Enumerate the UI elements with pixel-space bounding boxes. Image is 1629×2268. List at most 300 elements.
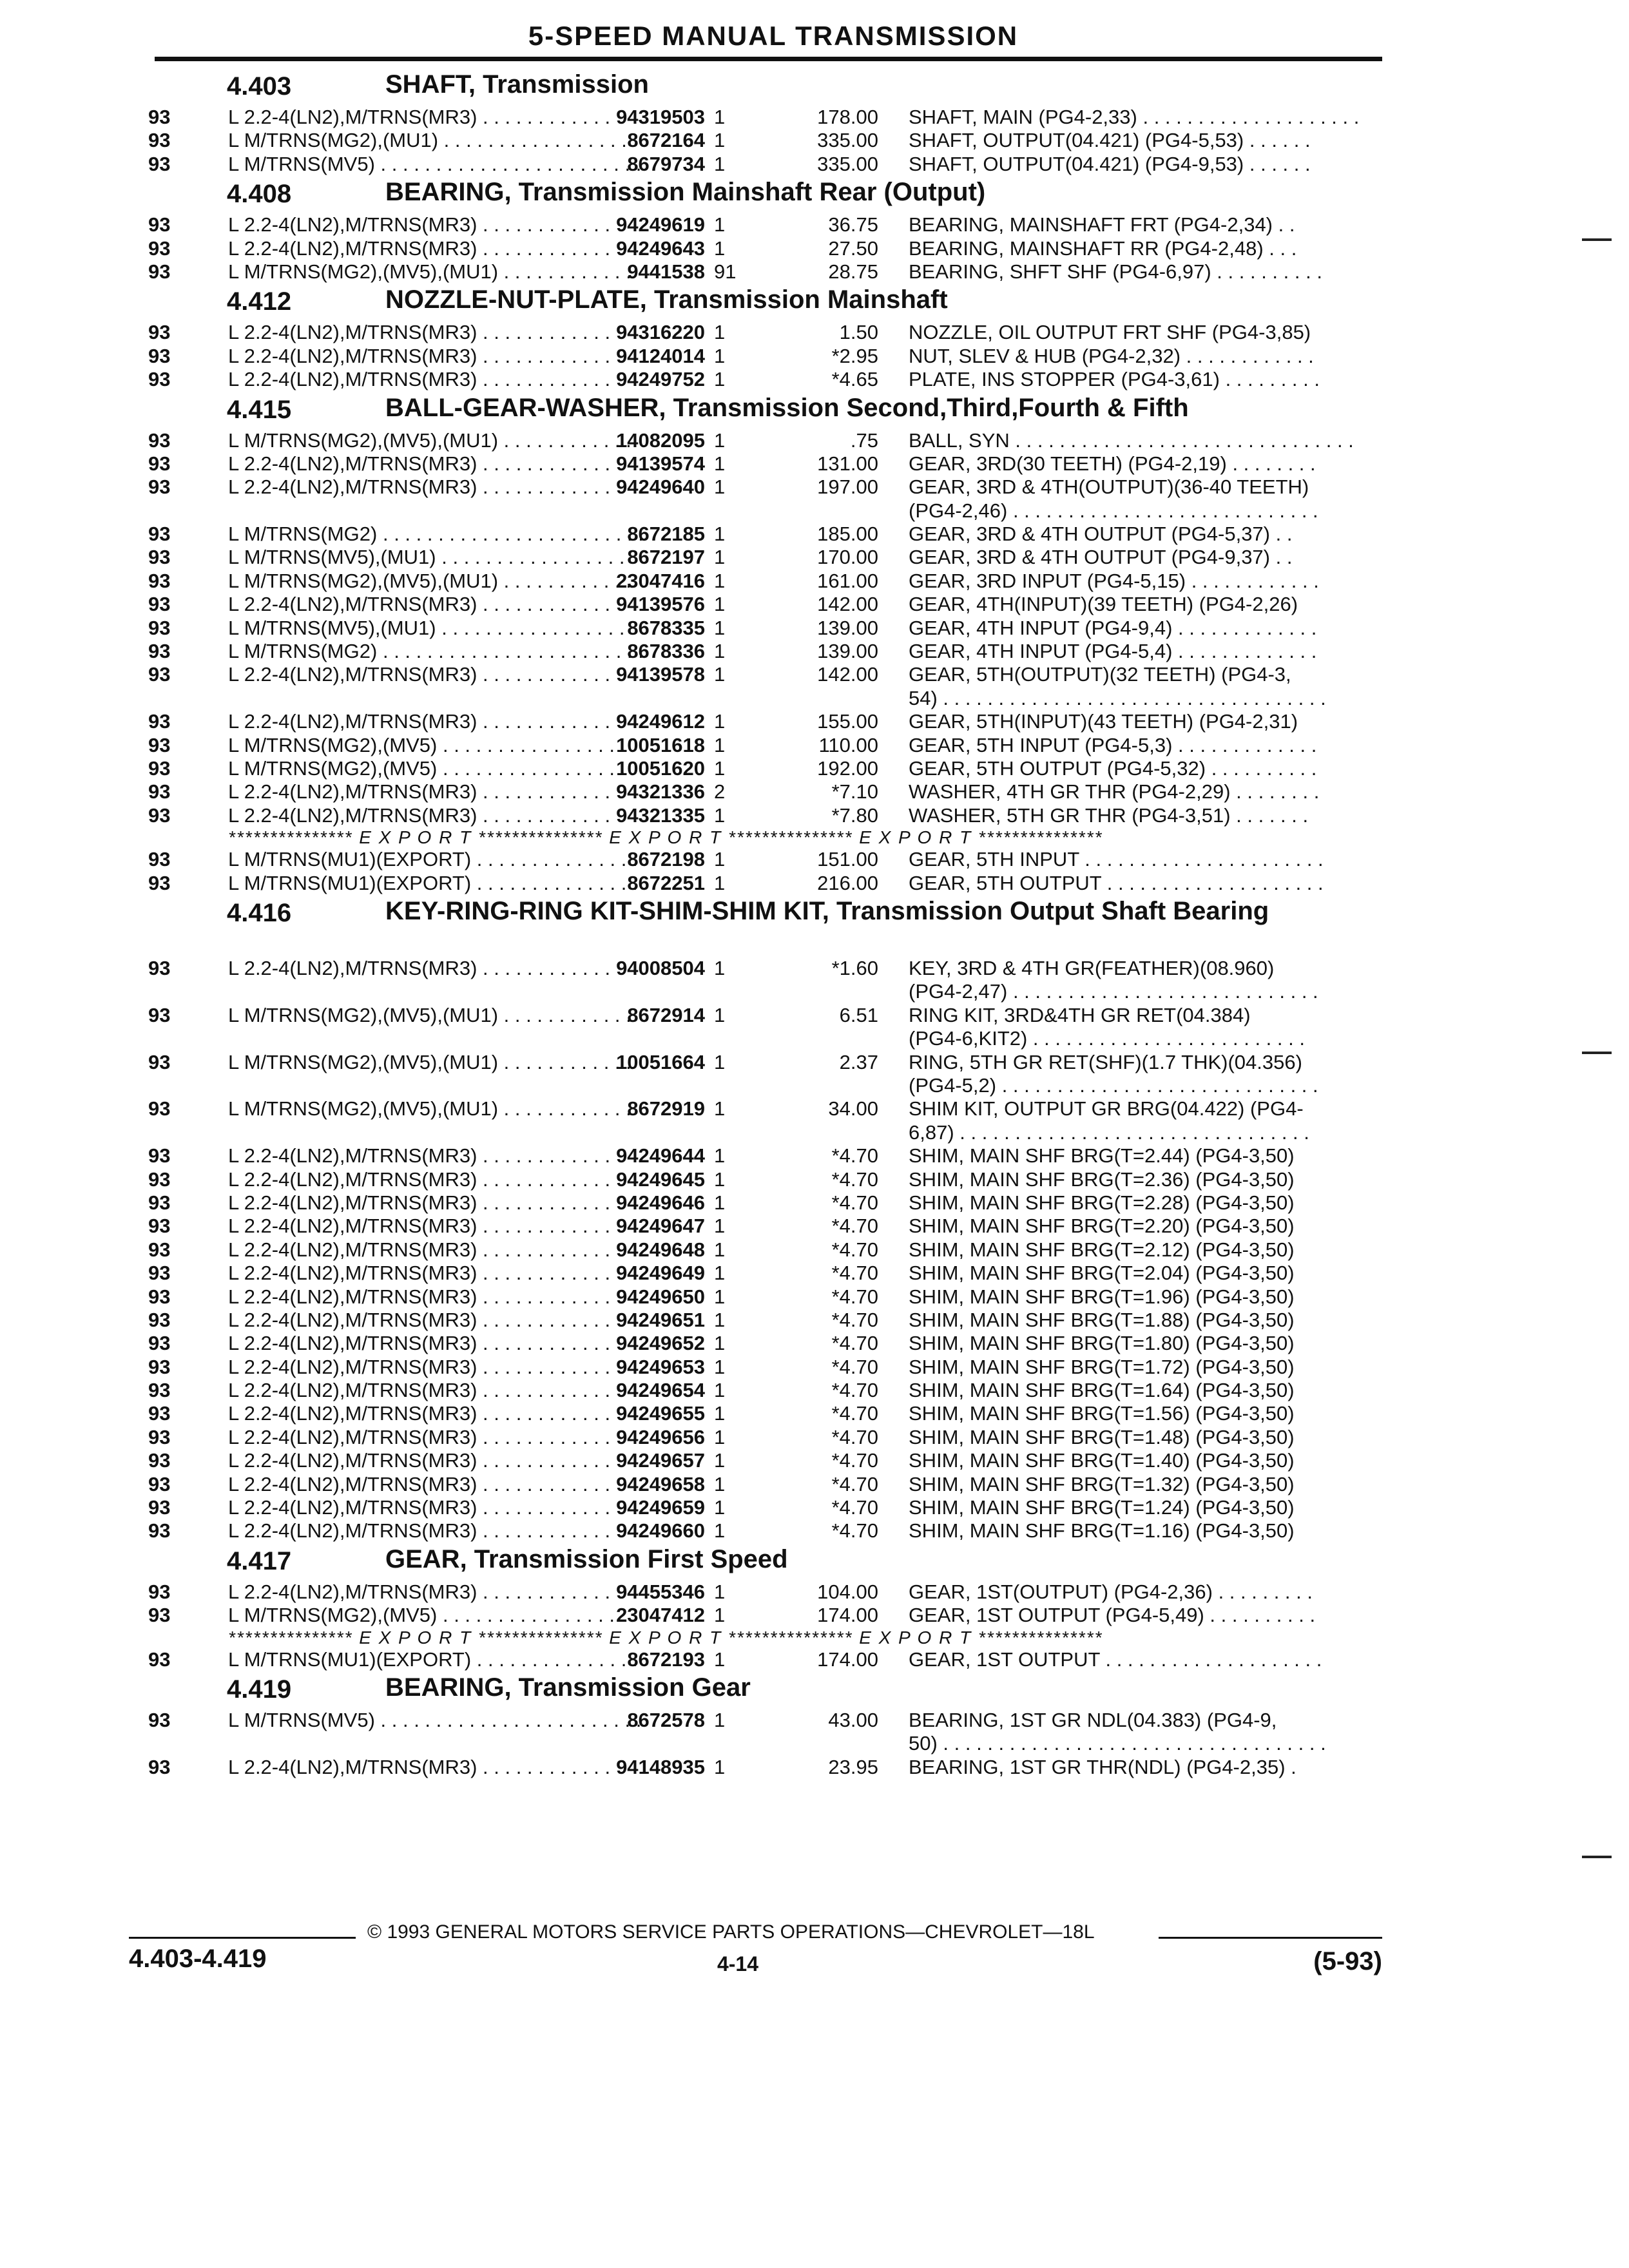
description: BEARING, MAINSHAFT FRT (PG4-2,34) . . [909, 213, 1295, 236]
part-row [0, 1379, 1629, 1402]
model-year: 93 [148, 236, 171, 260]
quantity: 1 [714, 757, 726, 780]
price: 43.00 [828, 1708, 878, 1731]
price: *7.10 [831, 780, 878, 803]
part-row [0, 1309, 1629, 1332]
part-number: 94249645 [616, 1168, 705, 1191]
description: GEAR, 1ST(OUTPUT) (PG4-2,36) . . . . . . . . . [909, 1580, 1313, 1603]
application: L 2.2-4(LN2),M/TRNS(MR3) . . . . . . . . . . . . [228, 1285, 611, 1308]
quantity: 1 [714, 1708, 726, 1731]
application: L M/TRNS(MG2),(MU1) . . . . . . . . . . . . . . . . . [228, 129, 627, 152]
part-row [0, 804, 1629, 827]
section-title: BEARING, Transmission Mainshaft Rear (Output) [385, 178, 986, 207]
price: 174.00 [817, 1648, 878, 1671]
part-number: 8672578 [627, 1708, 705, 1731]
part-number: 94249649 [616, 1262, 705, 1285]
model-year: 93 [148, 523, 171, 546]
description: (PG4-2,47) . . . . . . . . . . . . . . . . . . . . . . . . . . . . [909, 980, 1318, 1003]
model-year: 93 [148, 129, 171, 152]
price: 151.00 [817, 848, 878, 871]
price: *4.70 [831, 1238, 878, 1261]
quantity: 1 [714, 1050, 726, 1073]
application: L 2.2-4(LN2),M/TRNS(MR3) . . . . . . . . . . . . [228, 236, 611, 260]
application: L 2.2-4(LN2),M/TRNS(MR3) . . . . . . . . . . . . [228, 1332, 611, 1355]
price: 34.00 [828, 1097, 878, 1120]
price: 28.75 [828, 260, 878, 283]
part-number: 94455346 [616, 1580, 705, 1603]
part-row [0, 1238, 1629, 1262]
price: 139.00 [817, 640, 878, 663]
part-number: 94148935 [616, 1755, 705, 1778]
model-year: 93 [148, 152, 171, 175]
quantity: 1 [714, 640, 726, 663]
application: L 2.2-4(LN2),M/TRNS(MR3) . . . . . . . . . . . . [228, 1238, 611, 1261]
application: L M/TRNS(MV5) . . . . . . . . . . . . . . . . . . . . . . . . [228, 152, 642, 175]
quantity: 1 [714, 1402, 726, 1425]
application: L 2.2-4(LN2),M/TRNS(MR3) . . . . . . . . . . . . [228, 593, 611, 616]
model-year: 93 [148, 1425, 171, 1448]
section-number: 4.408 [227, 180, 292, 209]
part-number: 94249752 [616, 368, 705, 391]
price: .75 [850, 428, 878, 452]
part-row [0, 260, 1629, 284]
price: *4.70 [831, 1308, 878, 1331]
price: 2.37 [839, 1050, 878, 1073]
description: SHIM, MAIN SHF BRG(T=1.24) (PG4-3,50) [909, 1496, 1295, 1519]
price: *2.95 [831, 344, 878, 367]
quantity: 1 [714, 1472, 726, 1495]
part-row [0, 237, 1629, 260]
quantity: 1 [714, 236, 726, 260]
section-title: KEY-RING-RING KIT-SHIM-SHIM KIT, Transmission Output Shaft Bearing [385, 896, 1269, 925]
part-number: 94139574 [616, 452, 705, 475]
part-number: 94139578 [616, 663, 705, 686]
model-year: 93 [148, 803, 171, 827]
description: GEAR, 5TH(OUTPUT)(32 TEETH) (PG4-3, [909, 663, 1291, 686]
part-number: 94249612 [616, 710, 705, 733]
model-year: 93 [148, 452, 171, 475]
model-year: 93 [148, 1285, 171, 1308]
part-row [0, 1285, 1629, 1309]
price: 216.00 [817, 871, 878, 894]
model-year: 93 [148, 106, 171, 128]
header-rule [155, 57, 1382, 61]
application: L M/TRNS(MG2),(MV5),(MU1) . . . . . . . . . . . . [228, 1097, 631, 1120]
quantity: 1 [714, 663, 726, 686]
price: 139.00 [817, 616, 878, 639]
part-number: 8672185 [627, 523, 705, 546]
part-row [0, 213, 1629, 236]
part-number: 94249658 [616, 1472, 705, 1495]
footer-rule [1159, 1937, 1382, 1939]
application: L 2.2-4(LN2),M/TRNS(MR3) . . . . . . . . . . . . [228, 956, 611, 979]
part-row [0, 757, 1629, 780]
price: *4.70 [831, 1472, 878, 1495]
part-number: 23047412 [616, 1604, 705, 1627]
quantity: 1 [714, 1285, 726, 1308]
part-number: 94249647 [616, 1215, 705, 1238]
model-year: 93 [148, 476, 171, 499]
application: L M/TRNS(MG2),(MV5),(MU1) . . . . . . . . . . . . [228, 1050, 631, 1073]
section-title: BEARING, Transmission Gear [385, 1673, 751, 1702]
section-title: GEAR, Transmission First Speed [385, 1544, 788, 1573]
quantity: 1 [714, 710, 726, 733]
part-row [0, 1756, 1629, 1779]
application: L M/TRNS(MG2),(MV5) . . . . . . . . . . . . . . . . . [228, 733, 626, 756]
quantity: 1 [714, 569, 726, 592]
part-number: 8672197 [627, 546, 705, 569]
section-heading [0, 176, 1629, 213]
section-number: 4.419 [227, 1675, 292, 1704]
application: L 2.2-4(LN2),M/TRNS(MR3) . . . . . . . . . . . . [228, 1580, 611, 1603]
part-row [0, 1191, 1629, 1215]
quantity: 1 [714, 1379, 726, 1402]
application: L 2.2-4(LN2),M/TRNS(MR3) . . . . . . . . . . . . [228, 1519, 611, 1542]
part-number: 94249657 [616, 1449, 705, 1472]
section-number: 4.415 [227, 395, 292, 424]
margin-mark [1582, 238, 1612, 241]
part-row [0, 153, 1629, 176]
application: L 2.2-4(LN2),M/TRNS(MR3) . . . . . . . . . . . . [228, 476, 611, 499]
application: L 2.2-4(LN2),M/TRNS(MR3) . . . . . . . . . . . . [228, 1215, 611, 1238]
application: L 2.2-4(LN2),M/TRNS(MR3) . . . . . . . . . . . . [228, 452, 611, 475]
part-row [0, 1402, 1629, 1425]
model-year: 93 [148, 1496, 171, 1519]
model-year: 93 [148, 1355, 171, 1378]
description: SHIM, MAIN SHF BRG(T=1.80) (PG4-3,50) [909, 1332, 1295, 1355]
quantity: 1 [714, 1648, 726, 1671]
part-row [0, 1581, 1629, 1604]
description: SHAFT, OUTPUT(04.421) (PG4-5,53) . . . . . . [909, 129, 1311, 152]
part-number: 10051618 [616, 733, 705, 756]
description: SHIM, MAIN SHF BRG(T=1.16) (PG4-3,50) [909, 1519, 1295, 1542]
model-year: 93 [148, 1215, 171, 1238]
application: L M/TRNS(MU1)(EXPORT) . . . . . . . . . . . . . . . [228, 871, 638, 894]
model-year: 93 [148, 1449, 171, 1472]
quantity: 1 [714, 871, 726, 894]
part-row [0, 734, 1629, 757]
model-year: 93 [148, 663, 171, 686]
part-number: 8678335 [627, 616, 705, 639]
model-year: 93 [148, 1050, 171, 1073]
price: *4.70 [831, 1496, 878, 1519]
part-number: 94008504 [616, 956, 705, 979]
model-year: 93 [148, 710, 171, 733]
price: *4.70 [831, 1425, 878, 1448]
price: *4.70 [831, 1449, 878, 1472]
part-number: 94321335 [616, 803, 705, 827]
quantity: 1 [714, 152, 726, 175]
part-row [0, 106, 1629, 129]
price: 178.00 [817, 106, 878, 128]
part-row [0, 452, 1629, 476]
application: L 2.2-4(LN2),M/TRNS(MR3) . . . . . . . . . . . . [228, 1168, 611, 1191]
page-title: 5-SPEED MANUAL TRANSMISSION [528, 21, 1019, 51]
description: (PG4-5,2) . . . . . . . . . . . . . . . . . . . . . . . . . . . . . [909, 1073, 1318, 1097]
price: 335.00 [817, 129, 878, 152]
part-row [0, 1332, 1629, 1355]
application: L M/TRNS(MG2),(MV5),(MU1) . . . . . . . . . . . . [228, 569, 631, 592]
description: SHIM, MAIN SHF BRG(T=1.48) (PG4-3,50) [909, 1425, 1295, 1448]
description: NOZZLE, OIL OUTPUT FRT SHF (PG4-3,85) [909, 321, 1311, 344]
application: L M/TRNS(MG2) . . . . . . . . . . . . . . . . . . . . . . . . [228, 640, 644, 663]
model-year: 93 [148, 1238, 171, 1261]
price: *4.70 [831, 1144, 878, 1168]
section-heading [0, 392, 1629, 429]
quantity: 1 [714, 803, 726, 827]
description: (PG4-6,KIT2) . . . . . . . . . . . . . . . . . . . . . . . . . [909, 1027, 1305, 1050]
quantity: 1 [714, 1496, 726, 1519]
description: WASHER, 4TH GR THR (PG4-2,29) . . . . . . . . [909, 780, 1320, 803]
part-row [0, 1709, 1629, 1756]
model-year: 93 [148, 780, 171, 803]
quantity: 1 [714, 1308, 726, 1331]
quantity: 1 [714, 1425, 726, 1448]
description: 6,87) . . . . . . . . . . . . . . . . . . . . . . . . . . . . . . . . [909, 1120, 1309, 1144]
quantity: 1 [714, 1144, 726, 1168]
application: L M/TRNS(MV5),(MU1) . . . . . . . . . . . . . . . . . [228, 616, 625, 639]
price: 6.51 [839, 1003, 878, 1026]
part-row [0, 1051, 1629, 1098]
application: L 2.2-4(LN2),M/TRNS(MR3) . . . . . . . . . . . . [228, 663, 611, 686]
model-year: 93 [148, 1519, 171, 1542]
quantity: 1 [714, 1449, 726, 1472]
application: L M/TRNS(MV5) . . . . . . . . . . . . . . . . . . . . . . . . [228, 1708, 642, 1731]
price: 335.00 [817, 152, 878, 175]
section-heading [0, 895, 1629, 957]
price: *4.70 [831, 1519, 878, 1542]
description: RING KIT, 3RD&4TH GR RET(04.384) [909, 1003, 1251, 1026]
part-number: 94249652 [616, 1332, 705, 1355]
application: L M/TRNS(MG2),(MV5) . . . . . . . . . . . . . . . . . [228, 1604, 626, 1627]
application: L 2.2-4(LN2),M/TRNS(MR3) . . . . . . . . . . . . [228, 1144, 611, 1168]
price: 110.00 [818, 733, 878, 756]
part-row [0, 663, 1629, 710]
description: GEAR, 1ST OUTPUT (PG4-5,49) . . . . . . . . . . [909, 1604, 1316, 1627]
quantity: 1 [714, 1262, 726, 1285]
model-year: 93 [148, 1191, 171, 1214]
description: SHIM, MAIN SHF BRG(T=1.40) (PG4-3,50) [909, 1449, 1295, 1472]
description: GEAR, 3RD & 4TH(OUTPUT)(36-40 TEETH) [909, 476, 1309, 499]
description: GEAR, 5TH INPUT (PG4-5,3) . . . . . . . . . . . . . [909, 733, 1317, 756]
price: *4.70 [831, 1215, 878, 1238]
description: GEAR, 5TH(INPUT)(43 TEETH) (PG4-2,31) [909, 710, 1298, 733]
price: 23.95 [828, 1755, 878, 1778]
description: (PG4-2,46) . . . . . . . . . . . . . . . . . . . . . . . . . . . . [909, 499, 1318, 522]
quantity: 1 [714, 733, 726, 756]
description: GEAR, 3RD & 4TH OUTPUT (PG4-5,37) . . [909, 523, 1293, 546]
quantity: 1 [714, 1168, 726, 1191]
section-heading [0, 284, 1629, 321]
part-number: 94321336 [616, 780, 705, 803]
section-number: 4.417 [227, 1546, 292, 1575]
description: SHIM, MAIN SHF BRG(T=1.56) (PG4-3,50) [909, 1402, 1295, 1425]
model-year: 93 [148, 871, 171, 894]
quantity: 1 [714, 344, 726, 367]
description: GEAR, 5TH OUTPUT (PG4-5,32) . . . . . . . . . . [909, 757, 1317, 780]
application: L 2.2-4(LN2),M/TRNS(MR3) . . . . . . . . . . . . [228, 213, 611, 236]
price: *4.70 [831, 1379, 878, 1402]
part-row [0, 429, 1629, 452]
part-row [0, 1426, 1629, 1449]
application: L 2.2-4(LN2),M/TRNS(MR3) . . . . . . . . . . . . [228, 1425, 611, 1448]
description: GEAR, 3RD INPUT (PG4-5,15) . . . . . . . . . . . . [909, 569, 1319, 592]
quantity: 1 [714, 368, 726, 391]
part-row [0, 780, 1629, 803]
part-row [0, 1356, 1629, 1379]
description: SHIM KIT, OUTPUT GR BRG(04.422) (PG4- [909, 1097, 1304, 1120]
quantity: 1 [714, 1215, 726, 1238]
quantity: 1 [714, 129, 726, 152]
application: L 2.2-4(LN2),M/TRNS(MR3) . . . . . . . . . . . . [228, 710, 611, 733]
model-year: 93 [148, 1402, 171, 1425]
description: SHAFT, MAIN (PG4-2,33) . . . . . . . . . . . . . . . . . . . . [909, 106, 1360, 128]
quantity: 1 [714, 106, 726, 128]
price: *4.70 [831, 1168, 878, 1191]
quantity: 1 [714, 1191, 726, 1214]
part-number: 94249655 [616, 1402, 705, 1425]
model-year: 93 [148, 593, 171, 616]
application: L 2.2-4(LN2),M/TRNS(MR3) . . . . . . . . . . . . [228, 1755, 611, 1778]
application: L 2.2-4(LN2),M/TRNS(MR3) . . . . . . . . . . . . [228, 1308, 611, 1331]
part-row [0, 523, 1629, 546]
application: L 2.2-4(LN2),M/TRNS(MR3) . . . . . . . . . . . . [228, 803, 611, 827]
section-title: BALL-GEAR-WASHER, Transmission Second,Third,Fourth & Fifth [385, 393, 1189, 422]
part-number: 94249660 [616, 1519, 705, 1542]
description: SHIM, MAIN SHF BRG(T=2.12) (PG4-3,50) [909, 1238, 1295, 1261]
description: SHIM, MAIN SHF BRG(T=2.36) (PG4-3,50) [909, 1168, 1295, 1191]
part-number: 94316220 [616, 321, 705, 344]
description: SHIM, MAIN SHF BRG(T=1.96) (PG4-3,50) [909, 1285, 1295, 1308]
part-number: 8672919 [627, 1097, 705, 1120]
part-row [0, 1262, 1629, 1285]
model-year: 93 [148, 368, 171, 391]
description: GEAR, 3RD & 4TH OUTPUT (PG4-9,37) . . [909, 546, 1293, 569]
price: 197.00 [817, 476, 878, 499]
part-row [0, 129, 1629, 152]
price: 27.50 [828, 236, 878, 260]
description: BEARING, 1ST GR THR(NDL) (PG4-2,35) . [909, 1755, 1296, 1778]
quantity: 1 [714, 616, 726, 639]
part-number: 8672164 [627, 129, 705, 152]
description: WASHER, 5TH GR THR (PG4-3,51) . . . . . . . [909, 803, 1309, 827]
model-year: 93 [148, 1097, 171, 1120]
application: L M/TRNS(MG2),(MV5),(MU1) . . . . . . . . . . . . [228, 1003, 631, 1026]
price: *1.60 [831, 956, 878, 979]
model-year: 93 [148, 546, 171, 569]
export-divider: *************** E X P O R T *************** E X P O R T *************** E X P O R T *************** [228, 1627, 1103, 1648]
application: L 2.2-4(LN2),M/TRNS(MR3) . . . . . . . . . . . . [228, 1472, 611, 1495]
quantity: 1 [714, 476, 726, 499]
part-number: 94249656 [616, 1425, 705, 1448]
part-number: 9441538 [627, 260, 705, 283]
description: 50) . . . . . . . . . . . . . . . . . . . . . . . . . . . . . . . . . . . [909, 1732, 1326, 1755]
quantity: 1 [714, 546, 726, 569]
part-row [0, 1097, 1629, 1144]
price: 131.00 [817, 452, 878, 475]
description: GEAR, 4TH INPUT (PG4-9,4) . . . . . . . . . . . . . [909, 616, 1317, 639]
application: L 2.2-4(LN2),M/TRNS(MR3) . . . . . . . . . . . . [228, 1496, 611, 1519]
part-row [0, 345, 1629, 368]
model-year: 93 [148, 956, 171, 979]
application: L 2.2-4(LN2),M/TRNS(MR3) . . . . . . . . . . . . [228, 344, 611, 367]
part-row [0, 1496, 1629, 1519]
part-number: 94249640 [616, 476, 705, 499]
application: L M/TRNS(MG2),(MV5),(MU1) . . . . . . . . . . . . [228, 428, 631, 452]
application: L M/TRNS(MU1)(EXPORT) . . . . . . . . . . . . . . . [228, 848, 638, 871]
description: GEAR, 3RD(30 TEETH) (PG4-2,19) . . . . . . . . [909, 452, 1316, 475]
part-number: 94249644 [616, 1144, 705, 1168]
description: BEARING, 1ST GR NDL(04.383) (PG4-9, [909, 1708, 1277, 1731]
description: RING, 5TH GR RET(SHF)(1.7 THK)(04.356) [909, 1050, 1302, 1073]
application: L 2.2-4(LN2),M/TRNS(MR3) . . . . . . . . . . . . [228, 1191, 611, 1214]
part-number: 94249651 [616, 1308, 705, 1331]
description: BEARING, MAINSHAFT RR (PG4-2,48) . . . [909, 236, 1297, 260]
model-year: 93 [148, 1472, 171, 1495]
part-number: 94139576 [616, 593, 705, 616]
description: SHIM, MAIN SHF BRG(T=1.72) (PG4-3,50) [909, 1355, 1295, 1378]
description: GEAR, 5TH OUTPUT . . . . . . . . . . . . . . . . . . . . [909, 871, 1324, 894]
part-number: 94124014 [616, 344, 705, 367]
price: 1.50 [839, 321, 878, 344]
application: L 2.2-4(LN2),M/TRNS(MR3) . . . . . . . . . . . . [228, 1262, 611, 1285]
price: *4.70 [831, 1191, 878, 1214]
description: SHIM, MAIN SHF BRG(T=1.64) (PG4-3,50) [909, 1379, 1295, 1402]
price: 174.00 [817, 1604, 878, 1627]
price: 170.00 [817, 546, 878, 569]
price: 142.00 [817, 663, 878, 686]
part-number: 94249643 [616, 236, 705, 260]
part-number: 8672193 [627, 1648, 705, 1671]
part-number: 94249646 [616, 1191, 705, 1214]
part-number: 94249654 [616, 1379, 705, 1402]
description: SHIM, MAIN SHF BRG(T=2.44) (PG4-3,50) [909, 1144, 1295, 1168]
description: PLATE, INS STOPPER (PG4-3,61) . . . . . . . . . [909, 368, 1320, 391]
part-row [0, 1604, 1629, 1627]
description: BALL, SYN . . . . . . . . . . . . . . . . . . . . . . . . . . . . . . . [909, 428, 1354, 452]
application: L 2.2-4(LN2),M/TRNS(MR3) . . . . . . . . . . . . [228, 780, 611, 803]
application: L M/TRNS(MG2),(MV5) . . . . . . . . . . . . . . . . . [228, 757, 626, 780]
part-row [0, 321, 1629, 344]
part-row [0, 368, 1629, 391]
quantity: 1 [714, 1003, 726, 1026]
price: *4.70 [831, 1355, 878, 1378]
model-year: 93 [148, 1003, 171, 1026]
quantity: 1 [714, 321, 726, 344]
quantity: 1 [714, 452, 726, 475]
application: L M/TRNS(MV5),(MU1) . . . . . . . . . . . . . . . . . [228, 546, 625, 569]
model-year: 93 [148, 1168, 171, 1191]
model-year: 93 [148, 1755, 171, 1778]
footer-rule [129, 1937, 356, 1939]
footer-section-range: 4.403-4.419 [129, 1945, 267, 1973]
section-number: 4.403 [227, 72, 292, 101]
part-number: 94249659 [616, 1496, 705, 1519]
quantity: 1 [714, 1755, 726, 1778]
part-row [0, 957, 1629, 1004]
part-row [0, 1519, 1629, 1542]
application: L 2.2-4(LN2),M/TRNS(MR3) . . . . . . . . . . . . [228, 1355, 611, 1378]
footer-date: (5-93) [1313, 1947, 1382, 1975]
model-year: 93 [148, 1379, 171, 1402]
part-row [0, 1168, 1629, 1191]
application: L 2.2-4(LN2),M/TRNS(MR3) . . . . . . . . . . . . [228, 1379, 611, 1402]
price: 185.00 [817, 523, 878, 546]
description: SHIM, MAIN SHF BRG(T=1.32) (PG4-3,50) [909, 1472, 1295, 1495]
model-year: 93 [148, 1308, 171, 1331]
export-divider: *************** E X P O R T *************** E X P O R T *************** E X P O R T *************** [228, 827, 1103, 848]
section-number: 4.412 [227, 287, 292, 316]
